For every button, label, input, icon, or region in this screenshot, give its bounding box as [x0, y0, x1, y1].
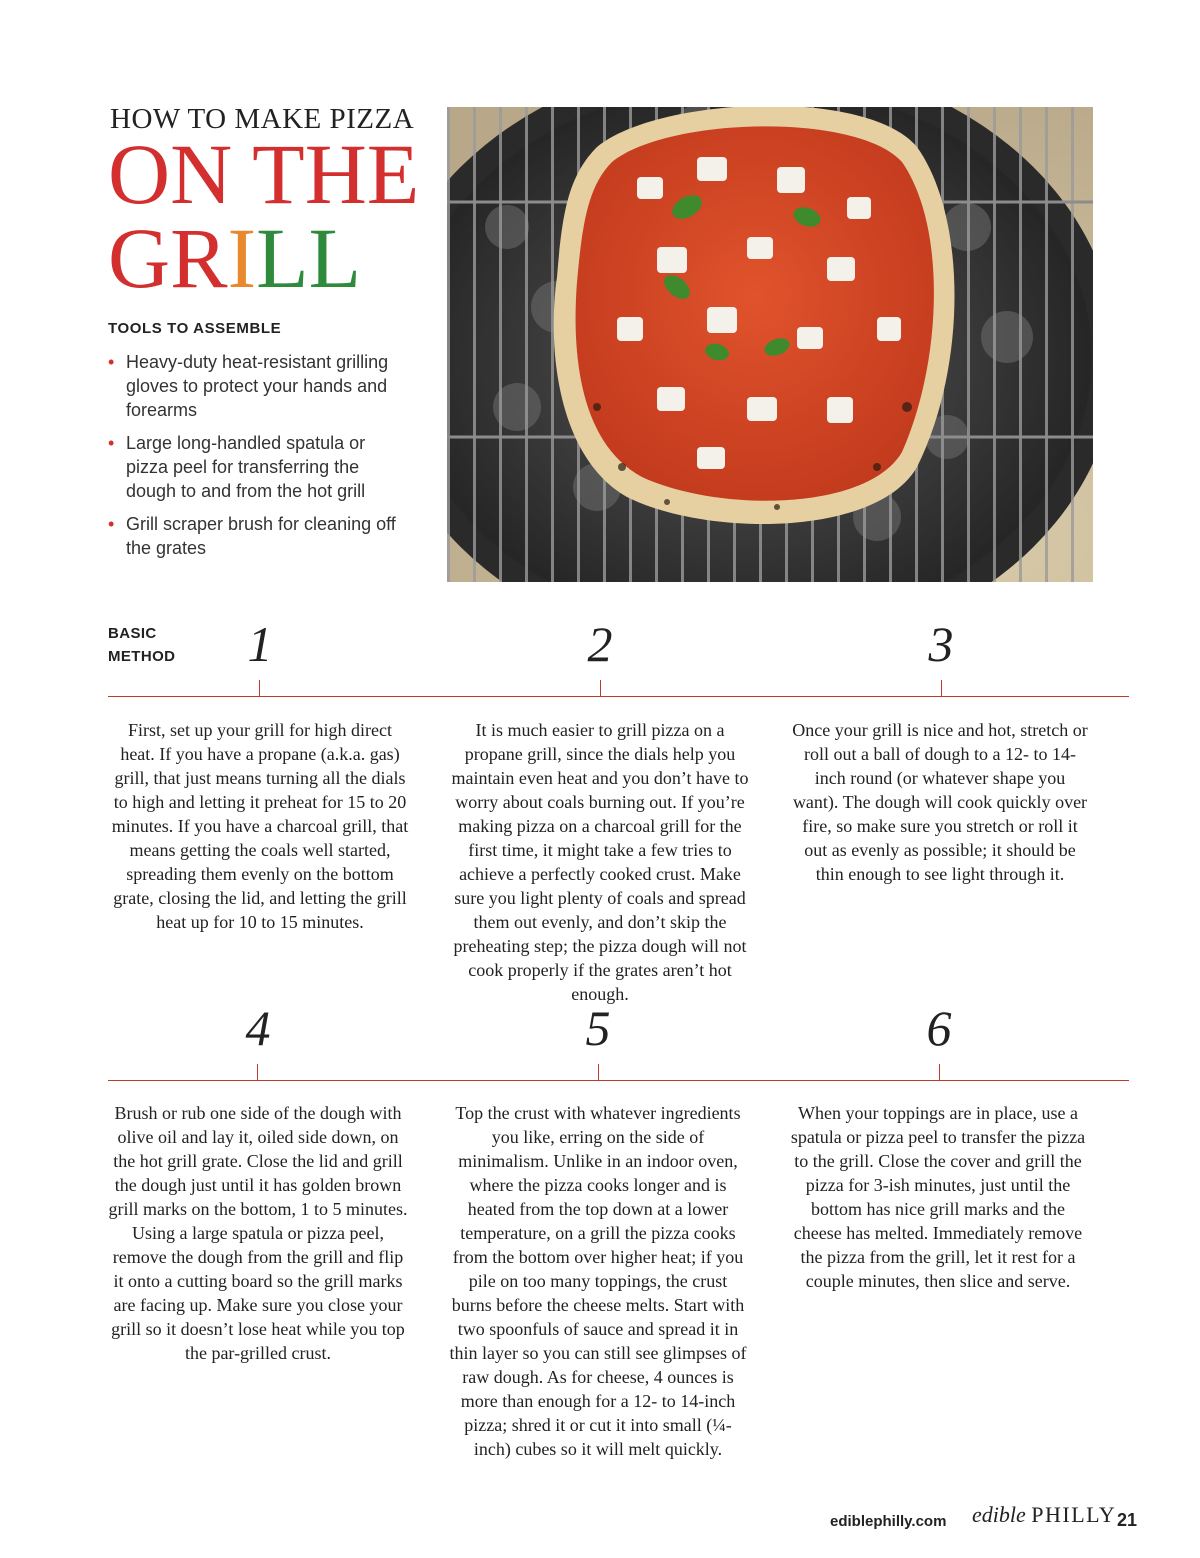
- title-letter-g: G: [108, 210, 171, 306]
- step-6-tick: [939, 1064, 940, 1080]
- title-letters-ll: LL: [256, 210, 362, 306]
- step-2-tick: [600, 680, 601, 696]
- step-5-tick: [598, 1064, 599, 1080]
- method-label: [108, 622, 175, 668]
- footer-brand-philly: PHILLY: [1031, 1502, 1117, 1527]
- pizza-on-grill-photo: [447, 107, 1093, 582]
- bullet-icon: •: [108, 514, 115, 534]
- step-5-text: Top the crust with whatever ingredients you like, erring on the side of minimalism. Unlike in an indoor oven, where the pizza cooks longer and is heated from the top down at a lower temperature, on a grill the pizza cooks from the bottom over higher heat; if you pile on too many toppings, the crust burns before the cheese melts. Start with two spoonfuls of sauce and spread it in thin layer so you can still see glimpses of raw dough. As for cheese, 4 ounces is more than enough for a 12- to 14-inch pizza; shred it or cut it into small (¼-inch) cubes so it will melt quickly.: [449, 1103, 747, 1459]
- footer-brand: [972, 1502, 1116, 1528]
- step-4-tick: [257, 1064, 258, 1080]
- tools-item-text: Heavy-duty heat-resistant grilling gloves to protect your hands and forearms: [126, 352, 389, 420]
- tools-list-item: [108, 512, 408, 560]
- tools-heading: TOOLS TO ASSEMBLE: [108, 320, 282, 337]
- step-2-number: 2: [587, 616, 613, 672]
- tools-item-text: Large long-handled spatula or pizza peel for transferring the dough to and from the hot grill: [126, 433, 366, 501]
- bullet-icon: •: [108, 433, 115, 453]
- step-4-number: 4: [245, 1000, 271, 1056]
- step-1-tick: [259, 680, 260, 696]
- bullet-icon: •: [108, 352, 115, 372]
- title-line-2: [108, 210, 419, 306]
- step-5-number: 5: [585, 1000, 611, 1056]
- step-row-rule-2: [108, 1080, 1129, 1081]
- title-letter-i: I: [227, 210, 257, 306]
- method-label-line-2: METHOD: [108, 648, 176, 665]
- title-line-1: ON THE: [108, 126, 420, 222]
- tools-list-item: [108, 431, 408, 503]
- page-number: 21: [1117, 1510, 1138, 1530]
- step-1-number: 1: [247, 616, 273, 672]
- tools-list: [108, 350, 408, 569]
- step-3-tick: [941, 680, 942, 696]
- title-letter-r: R: [170, 210, 228, 306]
- footer-brand-edible: edible: [972, 1502, 1026, 1527]
- step-3-text: Once your grill is nice and hot, stretch or roll out a ball of dough to a 12- to 14-inch round (or whatever shape you want). The dough will cook quickly over fire, so make sure you stretch or roll it out as evenly as possible; it should be thin enough to see light through it.: [792, 720, 1088, 884]
- page-kicker: HOW TO MAKE PIZZA: [110, 103, 415, 135]
- method-label-line-1: BASIC: [108, 625, 157, 642]
- step-1-text: First, set up your grill for high direct heat. If you have a propane (a.k.a. gas) grill, that just means turning all the dials to high and letting it preheat for 15 to 20 minutes. If you have a charcoal grill, that means getting the coals well started, spreading them evenly on the bottom grate, closing the lid, and letting the grill heat up for 10 to 15 minutes.: [111, 720, 409, 932]
- step-2-text: It is much easier to grill pizza on a propane grill, since the dials help you maintain even heat and you don’t have to worry about coals burning out. If you’re making pizza on a charcoal grill for the first time, it might take a few tries to achieve a perfectly cooked crust. Make sure you light plenty of coals and spread them out evenly, and don’t skip the preheating step; the pizza dough will not cook properly if the grates aren’t hot enough.: [451, 720, 749, 1004]
- step-6-text: When your toppings are in place, use a spatula or pizza peel to transfer the pizza to the grill. Close the cover and grill the pizza for 3-ish minutes, just until the bottom has nice grill marks and the cheese has melted. Immediately remove the pizza from the grill, let it rest for a couple minutes, then slice and serve.: [790, 1103, 1086, 1291]
- step-3-number: 3: [928, 616, 954, 672]
- step-row-rule-1: [108, 696, 1129, 697]
- step-6-number: 6: [926, 1000, 952, 1056]
- footer-website: ediblephilly.com: [830, 1513, 947, 1530]
- pizza-photo-illustration: [447, 107, 1093, 582]
- step-4-text: Brush or rub one side of the dough with olive oil and lay it, oiled side down, on the hot grill grate. Close the lid and grill the dough just until it has golden brown grill marks on the bottom, 1 to 5 minutes. Using a large spatula or pizza peel, remove the dough from the grill and flip it onto a cutting board so the grill marks are facing up. Make sure you close your grill so it doesn’t lose heat while you top the par-grilled crust.: [108, 1103, 408, 1363]
- tools-list-item: [108, 350, 408, 422]
- tools-item-text: Grill scraper brush for cleaning off the grates: [126, 514, 396, 558]
- page-title: [108, 126, 420, 306]
